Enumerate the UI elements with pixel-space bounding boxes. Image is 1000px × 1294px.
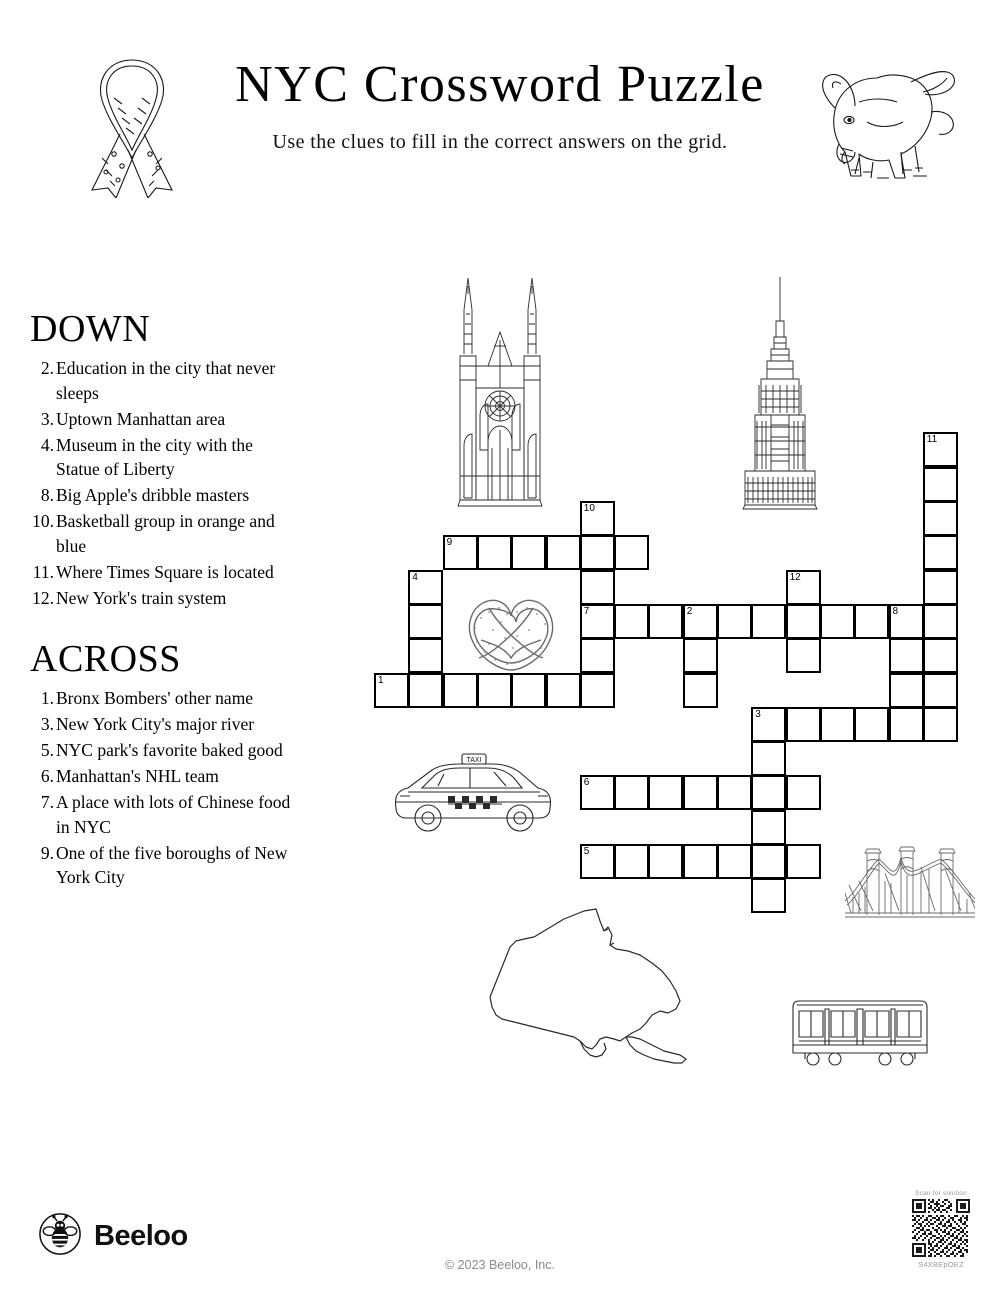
taxi-cab-icon: [388, 752, 558, 834]
brand-block: [38, 1212, 188, 1261]
across-heading: ACROSS: [30, 638, 181, 681]
cell-number-10: 10: [583, 503, 595, 514]
clue-number: 6.: [40, 765, 54, 786]
clue-number: 5.: [40, 740, 54, 761]
grid-cell-c9-r3[interactable]: [683, 604, 718, 639]
clue-number: 1.: [40, 688, 54, 709]
clue-number: 9.: [40, 842, 54, 863]
cell-number-8: 8: [892, 605, 899, 617]
empire-state-building-icon: [735, 275, 825, 510]
grid-cell-c15-r6[interactable]: [889, 707, 924, 742]
grid-cell-c16-r0[interactable]: [923, 501, 958, 536]
grid-cell-c10-r3[interactable]: [717, 604, 752, 639]
grid-cell-c6-r4[interactable]: [580, 638, 615, 673]
cell-number-6: 6: [583, 777, 590, 789]
grid-cell-c14-r3[interactable]: [854, 604, 889, 639]
brand-name: Beeloo: [94, 1220, 188, 1252]
cathedral-icon: [430, 270, 570, 510]
grid-cell-c6-r10[interactable]: [580, 844, 615, 879]
clue-text: Museum in the city with the Statue of Liberty: [56, 434, 253, 480]
grid-cell-c7-r3[interactable]: [614, 604, 649, 639]
clue-text: New York City's major river: [56, 714, 255, 735]
grid-cell-c16-r4[interactable]: [923, 638, 958, 673]
cell-number-12: 12: [789, 571, 801, 583]
clue-text: New York's train system: [56, 587, 227, 608]
grid-cell-c13-r6[interactable]: [820, 707, 855, 742]
grid-cell-c9-r8[interactable]: [683, 775, 718, 810]
bee-logo-icon: [38, 1212, 82, 1261]
grid-cell-c11-r8[interactable]: [751, 775, 786, 810]
grid-cell-c12-r10[interactable]: [786, 844, 821, 879]
qr-caption: Scan for solution: [915, 1190, 967, 1197]
clue-text: A place with lots of Chinese food in NYC: [56, 791, 291, 837]
copyright-text: © 2023 Beeloo, Inc.: [445, 1258, 555, 1272]
clue-number: 10.: [32, 511, 54, 532]
clue-text: Bronx Bombers' other name: [56, 688, 254, 709]
clue-text: Education in the city that never sleeps: [56, 358, 276, 403]
grid-cell-c2-r1[interactable]: [443, 535, 478, 570]
grid-cell-c6-r2[interactable]: [580, 570, 615, 605]
grid-cell-c9-r10[interactable]: [683, 844, 718, 879]
grid-cell-c7-r8[interactable]: [614, 775, 649, 810]
new-york-state-outline-icon: [480, 905, 690, 1080]
grid-cell-c10-r10[interactable]: [717, 844, 752, 879]
grid-cell-c16-r-1[interactable]: [923, 467, 958, 502]
grid-cell-c15-r4[interactable]: [889, 638, 924, 673]
grid-cell-c6-r3[interactable]: [580, 604, 615, 639]
grid-cell-c11-r6[interactable]: [751, 707, 786, 742]
clue-number: 3.: [40, 408, 54, 429]
grid-cell-c7-r10[interactable]: [614, 844, 649, 879]
cell-number-9: 9: [446, 537, 453, 549]
clue-number: 12.: [32, 587, 54, 608]
clue-number: 2.: [40, 358, 54, 378]
grid-cell-c16-r6[interactable]: [923, 707, 958, 742]
page-title: NYC Crossword Puzzle: [235, 56, 765, 113]
down-heading: DOWN: [30, 308, 151, 350]
cell-number-3: 3: [755, 708, 761, 720]
clue-text: One of the five boroughs of New York City: [56, 842, 288, 888]
grid-cell-c16-r3[interactable]: [923, 604, 958, 639]
grid-cell-c6-r8[interactable]: [580, 775, 615, 810]
grid-cell-c12-r2[interactable]: [786, 570, 821, 605]
grid-cell-c6-r0[interactable]: [580, 501, 615, 536]
taxi-sign-label: TAXI: [466, 757, 482, 764]
cell-number-5: 5: [583, 846, 590, 857]
grid-cell-c11-r11[interactable]: [751, 878, 786, 913]
grid-cell-c8-r3[interactable]: [648, 604, 683, 639]
qr-block: [905, 1190, 977, 1269]
grid-cell-c2-r5[interactable]: [443, 673, 478, 708]
clue-text: NYC park's favorite baked good: [56, 740, 283, 761]
grid-cell-c1-r3[interactable]: [408, 604, 443, 639]
cell-number-4: 4: [412, 571, 418, 583]
grid-cell-c14-r6[interactable]: [854, 707, 889, 742]
cell-number-11: 11: [926, 434, 938, 446]
clue-text: Basketball group in orange and blue: [56, 511, 275, 556]
grid-cell-c9-r4[interactable]: [683, 638, 718, 673]
grid-cell-c10-r8[interactable]: [717, 775, 752, 810]
grid-cell-c3-r1[interactable]: [477, 535, 512, 570]
grid-cell-c9-r5[interactable]: [683, 673, 718, 708]
grid-cell-c7-r1[interactable]: [614, 535, 649, 570]
clue-number: 8.: [40, 485, 54, 506]
grid-cell-c15-r5[interactable]: [889, 673, 924, 708]
page-subtitle: Use the clues to fill in the correct answers on the grid.: [272, 130, 728, 153]
clue-text: Uptown Manhattan area: [56, 408, 226, 429]
grid-cell-c0-r5[interactable]: [374, 673, 409, 708]
grid-cell-c8-r10[interactable]: [648, 844, 683, 879]
subway-car-icon: [785, 995, 935, 1070]
grid-cell-c4-r5[interactable]: [511, 673, 546, 708]
grid-cell-c5-r5[interactable]: [546, 673, 581, 708]
clue-number: 11.: [32, 561, 54, 582]
cell-number-1: 1: [378, 674, 384, 686]
grid-cell-c1-r4[interactable]: [408, 638, 443, 673]
grid-cell-c13-r3[interactable]: [820, 604, 855, 639]
grid-cell-c6-r5[interactable]: [580, 673, 615, 708]
brooklyn-bridge-icon: [845, 845, 975, 923]
grid-cell-c11-r3[interactable]: [751, 604, 786, 639]
grid-cell-c11-r9[interactable]: [751, 810, 786, 845]
grid-cell-c8-r8[interactable]: [648, 775, 683, 810]
grid-cell-c4-r1[interactable]: [511, 535, 546, 570]
grid-cell-c12-r6[interactable]: [786, 707, 821, 742]
grid-cell-c15-r3[interactable]: [889, 604, 924, 639]
cell-number-7: 7: [583, 605, 590, 617]
pretzel-icon: [455, 578, 567, 676]
grid-cell-c11-r10[interactable]: [751, 844, 786, 879]
clue-number: 7.: [40, 791, 54, 812]
cell-number-2: 2: [686, 605, 693, 617]
qr-id-text: S4XBEpOEZ: [918, 1260, 964, 1269]
grid-cell-c11-r7[interactable]: [751, 741, 786, 776]
grid-cell-c16-r5[interactable]: [923, 673, 958, 708]
clue-text: Manhattan's NHL team: [56, 765, 219, 786]
grid-cell-c12-r3[interactable]: [786, 604, 821, 639]
clue-number: 3.: [40, 714, 54, 735]
grid-cell-c6-r1[interactable]: [580, 535, 615, 570]
grid-cell-c12-r8[interactable]: [786, 775, 821, 810]
clue-number: 4.: [40, 434, 54, 455]
grid-cell-c16-r-2[interactable]: [923, 432, 958, 467]
grid-cell-c16-r2[interactable]: [923, 570, 958, 605]
qr-code-icon[interactable]: [912, 1199, 970, 1257]
grid-cell-c3-r5[interactable]: [477, 673, 512, 708]
clue-text: Big Apple's dribble masters: [56, 485, 250, 506]
grid-cell-c16-r1[interactable]: [923, 535, 958, 570]
grid-cell-c12-r4[interactable]: [786, 638, 821, 673]
grid-cell-c5-r1[interactable]: [546, 535, 581, 570]
grid-cell-c1-r5[interactable]: [408, 673, 443, 708]
grid-cell-c1-r2[interactable]: [408, 570, 443, 605]
clue-text: Where Times Square is located: [56, 561, 274, 582]
